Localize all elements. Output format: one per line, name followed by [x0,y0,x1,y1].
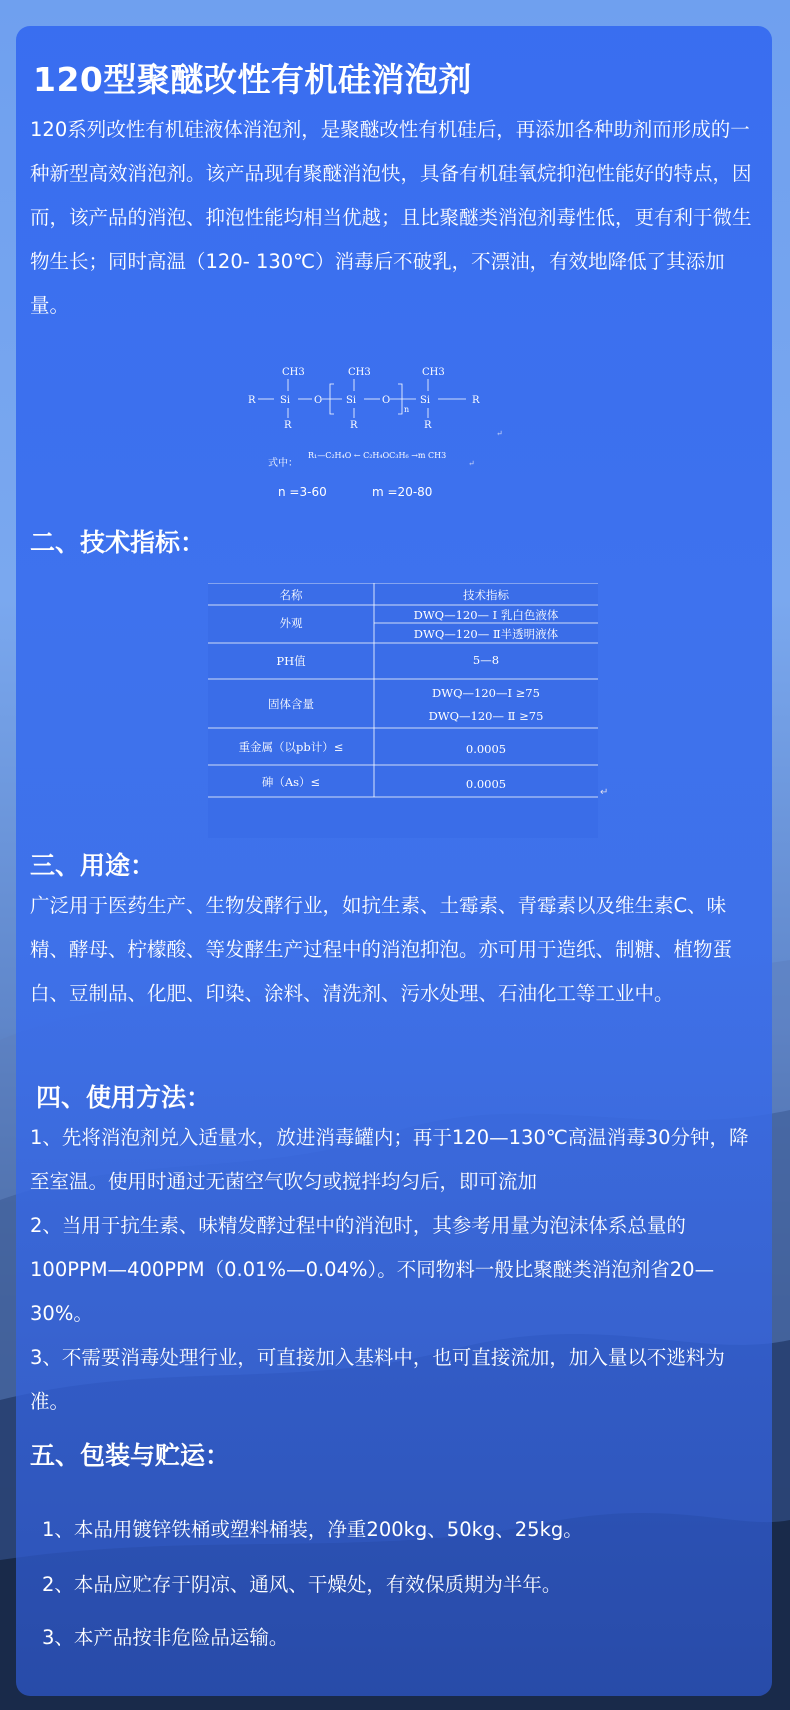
section-3-text: 广泛用于医药生产、生物发酵行业，如抗生素、土霉素、青霉素以及维生素C、味精、酵母、柠檬酸、等发酵生产过程中的消泡抑泡。亦可用于造纸、制糖、植物蛋白、豆制品、化肥、印染、涂料、清洗剂、污水处理、石油化工等工业中。 [30,894,733,1005]
formula-o-2: O [382,395,391,406]
spec-row-arsenic-value: 0.0005 [465,777,507,791]
product-card [16,26,772,1696]
formula-r-bottom-3: R [424,420,432,431]
spec-table: 名称 技术指标 外观 DWQ—120— Ⅰ 乳白色液体 DWQ—120— Ⅱ半透明液体 PH值 5—8 固体含量 DWQ—120—Ⅰ ≥75 DWQ—120— Ⅱ ≥75 重金属（以pb计）≤ 0.0005 砷（As）≤ 0.0005 ↵ [208,583,598,838]
formula-r-left: R [248,395,256,406]
formula-si-1: Si [280,395,291,406]
section-5-item-2: 2、本品应贮存于阴凉、通风、干燥处，有效保质期为半年。 [42,1573,562,1596]
spec-row-appearance-value-2: DWQ—120— Ⅱ半透明液体 [413,627,559,641]
section-2-heading: 二、技术指标： [30,528,206,557]
formula-expression: R₁—C₂H₄O ← C₂H₄OC₃H₆ →m CH3 [308,451,447,460]
spec-row-ph-name: PH值 [276,654,306,668]
spec-row-heavy-metal-value: 0.0005 [465,742,507,756]
spec-row-appearance-name: 外观 [279,616,303,630]
spec-header-name: 名称 [279,588,303,602]
spec-row-appearance-value-1: DWQ—120— Ⅰ 乳白色液体 [413,608,559,622]
formula-r-right: R [472,395,480,406]
spec-row-solids-value-2: DWQ—120— Ⅱ ≥75 [428,709,544,723]
section-5-heading: 五、包装与贮运： [30,1441,231,1470]
formula-ch3-1: CH3 [282,367,305,378]
section-5-item-1: 1、本品用镀锌铁桶或塑料桶装，净重200kg、50kg、25kg。 [42,1518,583,1541]
spec-row-ph-value: 5—8 [472,653,500,667]
formula-m-range: m =20-80 [372,485,433,499]
svg-text:↵: ↵ [468,459,475,468]
section-4-item-2: 2、当用于抗生素、味精发酵过程中的消泡时，其参考用量为泡沫体系总量的100PPM—400PPM（0.01%—0.04%）。不同物料一般比聚醚类消泡剂省20—30%。 [30,1214,715,1325]
formula-ch3-2: CH3 [348,367,371,378]
chemical-formula [234,366,534,541]
spec-row-arsenic-name: 砷（As）≤ [261,775,321,789]
formula-prefix: 式中： [268,458,298,469]
formula-n-range: n =3-60 [278,485,327,499]
svg-text:↵: ↵ [496,429,503,438]
formula-r-bottom-1: R [284,420,292,431]
formula-r-bottom-2: R [350,420,358,431]
section-5-item-3: 3、本产品按非危险品运输。 [42,1626,289,1649]
spec-row-solids-value-1: DWQ—120—Ⅰ ≥75 [432,686,540,700]
formula-n-sub: n [404,405,410,414]
formula-o-1: O [314,395,323,406]
spec-row-solids-name: 固体含量 [268,697,314,711]
formula-si-2: Si [346,395,357,406]
intro-paragraph: 120系列改性有机硅液体消泡剂，是聚醚改性有机硅后，再添加各种助剂而形成的一种新型高效消泡剂。该产品现有聚醚消泡快，具备有机硅氧烷抑泡性能好的特点，因而，该产品的消泡、抑泡性能均相当优越；且比聚醚类消泡剂毒性低，更有利于微生物生长；同时高温（120- 130℃）消毒后不破乳，不漂油，有效地降低了其添加量。 [30,118,752,317]
section-4-heading: 四、使用方法： [36,1083,212,1112]
formula-si-3: Si [420,395,431,406]
formula-ch3-3: CH3 [422,367,445,378]
spec-row-heavy-metal-name: 重金属（以pb计）≤ [238,740,344,754]
page-title: 120型聚醚改性有机硅消泡剂 [33,60,472,99]
section-4-item-3: 3、不需要消毒处理行业，可直接加入基料中，也可直接流加，加入量以不逃料为准。 [30,1346,725,1413]
section-3-heading: 三、用途： [30,851,156,880]
section-4-item-1: 1、先将消泡剂兑入适量水，放进消毒罐内；再于120—130℃高温消毒30分钟，降至室温。使用时通过无菌空气吹匀或搅拌均匀后，即可流加 [30,1126,749,1193]
spec-header-value: 技术指标 [463,588,509,602]
